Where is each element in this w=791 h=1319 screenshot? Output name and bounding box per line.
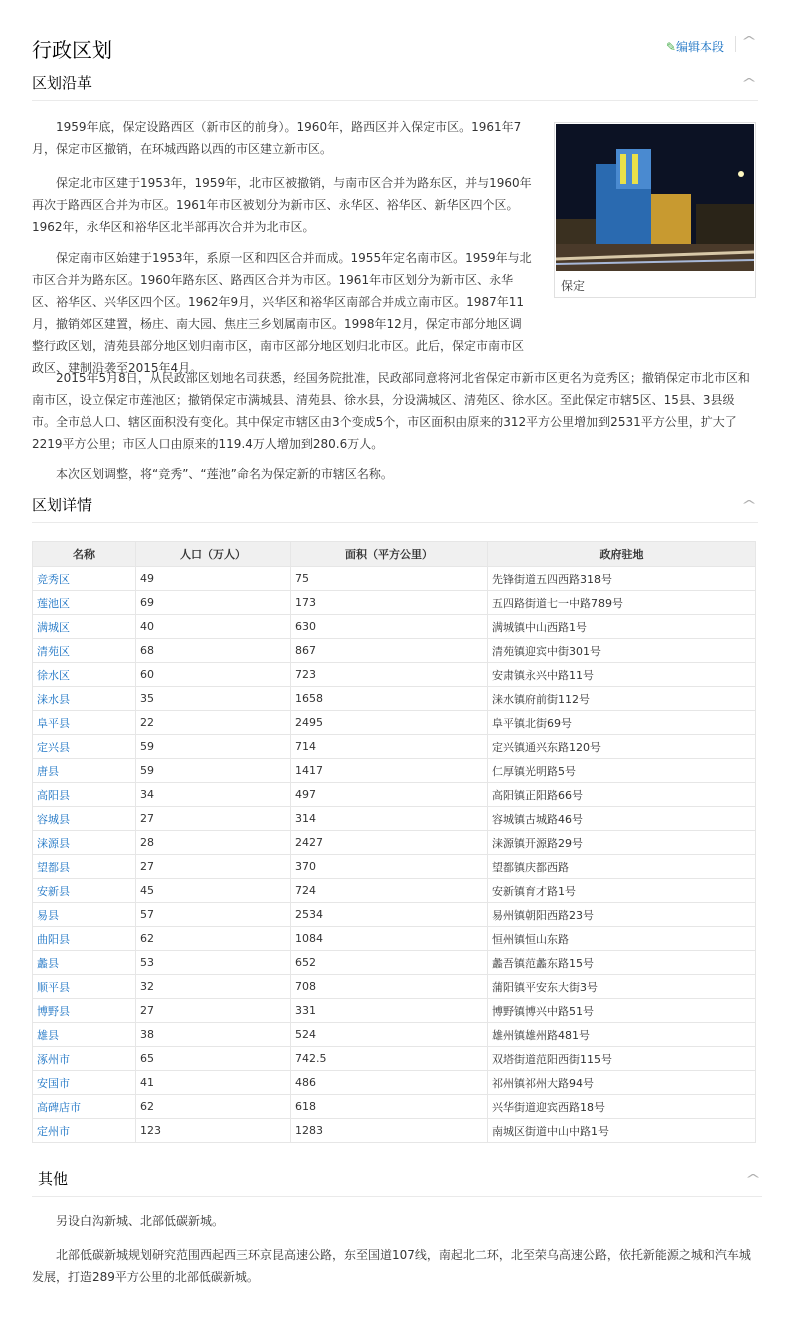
table-cell — [136, 1071, 291, 1095]
table-cell — [291, 639, 488, 663]
table-cell — [291, 1023, 488, 1047]
collapse-chevron-icon[interactable]: ^ — [740, 76, 758, 90]
section-heading-details — [32, 494, 758, 523]
table-cell — [136, 759, 291, 783]
table-cell — [136, 591, 291, 615]
district-name-link[interactable]: 安国市 — [37, 1076, 70, 1090]
population-cell: 45 — [140, 884, 154, 897]
table-row — [33, 735, 756, 759]
table-cell — [291, 711, 488, 735]
table-cell — [488, 783, 756, 807]
table-cell — [33, 711, 136, 735]
population-cell: 65 — [140, 1052, 154, 1065]
table-cell — [136, 663, 291, 687]
table-cell — [488, 927, 756, 951]
table-row — [33, 783, 756, 807]
table-row — [33, 999, 756, 1023]
table-cell — [488, 855, 756, 879]
government-seat-cell: 先锋街道五四西路318号 — [492, 572, 612, 586]
government-seat-cell: 安肃镇永兴中路11号 — [492, 668, 594, 682]
table-cell — [488, 1047, 756, 1071]
table-cell — [136, 855, 291, 879]
table-cell — [136, 1047, 291, 1071]
page-title: 行政区划 — [32, 38, 112, 62]
table-cell — [33, 1047, 136, 1071]
section-heading-history — [32, 72, 758, 101]
table-cell — [488, 1119, 756, 1143]
area-cell: 742.5 — [295, 1052, 327, 1065]
column-header: 人口（万人） — [136, 542, 291, 567]
table-cell — [488, 711, 756, 735]
population-cell: 41 — [140, 1076, 154, 1089]
table-cell — [488, 687, 756, 711]
table-row — [33, 1047, 756, 1071]
government-seat-cell: 兴华街道迎宾西路18号 — [492, 1100, 605, 1114]
table-row — [33, 663, 756, 687]
table-cell — [488, 879, 756, 903]
section-title: 区划沿革 — [32, 74, 93, 92]
history-paragraph: 保定南市区始建于1953年，系原一区和四区合并而成。1955年定名南市区。1959年与北市区合并为路东区。1960年路东区、路西区合并为市区。1961年市区划分为新市区、永华区、裕华区、兴华区四个区。1962年9月，兴华区和裕华区南部合并成立南市区。1987年11月，撤销郊区建置，杨庄、南大园、焦庄三乡划属南市区。1998年12月，保定市部分地区调整行政区划，清苑县部分地区划归南市区，南市区部分地区划归北市区。此后，保定市南市区政区、建制沿袭至2015年4月。 — [32, 251, 532, 375]
table-row — [33, 567, 756, 591]
population-cell: 27 — [140, 860, 154, 873]
table-cell — [291, 567, 488, 591]
table-header-row — [33, 542, 756, 567]
table-cell — [33, 663, 136, 687]
area-cell: 1084 — [295, 932, 323, 945]
table-cell — [291, 879, 488, 903]
district-name-link[interactable]: 容城县 — [37, 812, 70, 826]
district-name-link[interactable]: 满城区 — [37, 620, 70, 634]
government-seat-cell: 易州镇朝阳西路23号 — [492, 908, 594, 922]
district-name-link[interactable]: 定州市 — [37, 1124, 70, 1138]
government-seat-cell: 雄州镇雄州路481号 — [492, 1028, 590, 1042]
government-seat-cell: 清苑镇迎宾中街301号 — [492, 644, 601, 658]
table-row — [33, 591, 756, 615]
table-cell — [488, 807, 756, 831]
table-row — [33, 903, 756, 927]
table-cell — [291, 1071, 488, 1095]
table-cell — [291, 927, 488, 951]
population-cell: 27 — [140, 1004, 154, 1017]
table-row — [33, 807, 756, 831]
table-cell — [291, 1095, 488, 1119]
district-name-link[interactable]: 易县 — [37, 908, 59, 922]
government-seat-cell: 恒州镇恒山东路 — [492, 932, 569, 946]
table-cell — [488, 663, 756, 687]
table-cell — [291, 615, 488, 639]
table-cell — [488, 1095, 756, 1119]
district-name-link[interactable]: 望都县 — [37, 860, 70, 874]
table-cell — [136, 783, 291, 807]
government-seat-cell: 容城镇古城路46号 — [492, 812, 583, 826]
area-cell: 524 — [295, 1028, 316, 1041]
district-name-link[interactable]: 高碑店市 — [37, 1100, 81, 1114]
table-cell — [488, 639, 756, 663]
area-cell: 1417 — [295, 764, 323, 777]
table-row — [33, 879, 756, 903]
table-cell — [136, 879, 291, 903]
government-seat-cell: 涞源镇开源路29号 — [492, 836, 583, 850]
table-cell — [291, 903, 488, 927]
population-cell: 59 — [140, 740, 154, 753]
government-seat-cell: 阜平镇北街69号 — [492, 716, 572, 730]
table-cell — [33, 999, 136, 1023]
table-cell — [136, 1095, 291, 1119]
area-cell: 1658 — [295, 692, 323, 705]
government-seat-cell: 蒲阳镇平安东大街3号 — [492, 980, 598, 994]
population-cell: 34 — [140, 788, 154, 801]
table-cell — [33, 567, 136, 591]
government-seat-cell: 满城镇中山西路1号 — [492, 620, 587, 634]
government-seat-cell: 定兴镇通兴东路120号 — [492, 740, 601, 754]
government-seat-cell: 五四路街道七一中路789号 — [492, 596, 623, 610]
government-seat-cell: 望都镇庆都西路 — [492, 860, 569, 874]
area-cell: 497 — [295, 788, 316, 801]
table-cell — [33, 903, 136, 927]
area-cell: 630 — [295, 620, 316, 633]
table-cell — [291, 831, 488, 855]
population-cell: 60 — [140, 668, 154, 681]
area-cell: 714 — [295, 740, 316, 753]
table-row — [33, 1119, 756, 1143]
district-name-link[interactable]: 定兴县 — [37, 740, 70, 754]
table-cell — [291, 807, 488, 831]
table-row — [33, 951, 756, 975]
area-cell: 724 — [295, 884, 316, 897]
table-cell — [136, 999, 291, 1023]
section-title: 区划详情 — [32, 496, 93, 514]
table-cell — [33, 927, 136, 951]
population-cell: 68 — [140, 644, 154, 657]
table-cell — [291, 975, 488, 999]
district-name-link[interactable]: 博野县 — [37, 1004, 70, 1018]
table-cell — [33, 759, 136, 783]
table-cell — [33, 879, 136, 903]
table-cell — [488, 903, 756, 927]
district-name-link[interactable]: 唐县 — [37, 764, 59, 778]
table-cell — [291, 999, 488, 1023]
district-name-link[interactable]: 涞水县 — [37, 692, 70, 706]
population-cell: 32 — [140, 980, 154, 993]
history-paragraph: 本次区划调整，将“竞秀”、“莲池”命名为保定新的市辖区名称。 — [56, 467, 393, 481]
table-row — [33, 831, 756, 855]
table-cell — [33, 591, 136, 615]
table-cell — [488, 975, 756, 999]
table-cell — [488, 951, 756, 975]
table-cell — [33, 783, 136, 807]
table-cell — [291, 1119, 488, 1143]
table-cell — [33, 1023, 136, 1047]
area-cell: 618 — [295, 1100, 316, 1113]
population-cell: 69 — [140, 596, 154, 609]
area-cell: 2534 — [295, 908, 323, 921]
government-seat-cell: 蠡吾镇范蠡东路15号 — [492, 956, 594, 970]
table-row — [33, 687, 756, 711]
table-cell — [33, 639, 136, 663]
table-cell — [33, 615, 136, 639]
table-row — [33, 927, 756, 951]
district-name-link[interactable]: 清苑区 — [37, 644, 70, 658]
table-cell — [136, 951, 291, 975]
table-cell — [136, 711, 291, 735]
history-paragraph: 保定北市区建于1953年，1959年，北市区被撤销，与南市区合并为路东区，并与1960年再次于路西区合并为市区。1961年市区被划分为新市区、永华区、裕华区、新华区四个区。1962年，永华区和裕华区北半部再次合并为北市区。 — [32, 176, 532, 234]
area-cell: 2495 — [295, 716, 323, 729]
population-cell: 57 — [140, 908, 154, 921]
population-cell: 59 — [140, 764, 154, 777]
table-cell — [136, 831, 291, 855]
table-cell — [488, 999, 756, 1023]
column-header: 面积（平方公里） — [291, 542, 488, 567]
area-cell: 173 — [295, 596, 316, 609]
collapse-chevron-icon[interactable]: ^ — [740, 34, 758, 48]
history-paragraph: 2015年5月8日，从民政部区划地名司获悉，经国务院批准，民政部同意将河北省保定市新市区更名为竞秀区；撤销保定市北市区和南市区，设立保定市莲池区；撤销保定市满城县、清苑县、徐水县，分设满城区、清苑区、徐水区。至此保定市辖5区、15县、3县级市。全市总人口、辖区面积没有变化。其中保定市辖区由3个变成5个，市区面积由原来的312平方公里增加到2531平方公里，扩大了2219平方公里；市区人口由原来的119.4万人增加到280.6万人。 — [32, 371, 750, 451]
column-header: 政府驻地 — [488, 542, 756, 567]
area-cell: 652 — [295, 956, 316, 969]
table-cell — [136, 687, 291, 711]
government-seat-cell: 双塔街道范阳西街115号 — [492, 1052, 612, 1066]
government-seat-cell: 涞水镇府前街112号 — [492, 692, 590, 706]
population-cell: 40 — [140, 620, 154, 633]
table-cell — [33, 735, 136, 759]
table-cell — [136, 639, 291, 663]
table-row — [33, 1071, 756, 1095]
edit-label: 编辑本段 — [675, 40, 724, 54]
edit-section-button[interactable] — [666, 38, 724, 55]
population-cell: 53 — [140, 956, 154, 969]
section-heading-other — [32, 1168, 762, 1197]
government-seat-cell: 安新镇育才路1号 — [492, 884, 576, 898]
district-name-link[interactable]: 竞秀区 — [37, 572, 70, 586]
pencil-icon: ✎ — [665, 40, 676, 54]
district-name-link[interactable]: 安新县 — [37, 884, 70, 898]
table-row — [33, 615, 756, 639]
area-cell: 867 — [295, 644, 316, 657]
divider — [735, 36, 736, 52]
table-cell — [136, 807, 291, 831]
population-cell: 28 — [140, 836, 154, 849]
table-cell — [136, 615, 291, 639]
table-cell — [488, 591, 756, 615]
table-cell — [33, 1095, 136, 1119]
table-cell — [488, 759, 756, 783]
table-cell — [488, 615, 756, 639]
table-row — [33, 711, 756, 735]
table-cell — [136, 903, 291, 927]
district-name-link[interactable]: 高阳县 — [37, 788, 70, 802]
table-cell — [291, 855, 488, 879]
table-cell — [136, 1023, 291, 1047]
table-row — [33, 1023, 756, 1047]
district-table — [32, 541, 756, 1143]
column-header: 名称 — [33, 542, 136, 567]
table-cell — [33, 807, 136, 831]
government-seat-cell: 南城区街道中山中路1号 — [492, 1124, 609, 1138]
area-cell: 314 — [295, 812, 316, 825]
government-seat-cell: 仁厚镇光明路5号 — [492, 764, 576, 778]
district-name-link[interactable]: 蠡县 — [37, 956, 59, 970]
government-seat-cell: 博野镇博兴中路51号 — [492, 1004, 594, 1018]
table-cell — [33, 1071, 136, 1095]
table-cell — [488, 831, 756, 855]
table-cell — [291, 687, 488, 711]
area-cell: 2427 — [295, 836, 323, 849]
population-cell: 38 — [140, 1028, 154, 1041]
area-cell: 75 — [295, 572, 309, 585]
table-cell — [291, 663, 488, 687]
table-cell — [291, 591, 488, 615]
collapse-chevron-icon[interactable]: ^ — [740, 498, 758, 512]
table-cell — [136, 975, 291, 999]
population-cell: 27 — [140, 812, 154, 825]
table-cell — [291, 783, 488, 807]
section-title: 其他 — [38, 1170, 69, 1188]
area-cell: 370 — [295, 860, 316, 873]
district-name-link[interactable]: 徐水区 — [37, 668, 70, 682]
district-name-link[interactable]: 涿州市 — [37, 1052, 70, 1066]
population-cell: 62 — [140, 932, 154, 945]
photo-caption: 保定 — [561, 279, 586, 293]
table-cell — [291, 951, 488, 975]
table-cell — [291, 1047, 488, 1071]
area-cell: 708 — [295, 980, 316, 993]
table-cell — [136, 735, 291, 759]
district-name-link[interactable]: 曲阳县 — [37, 932, 70, 946]
table-cell — [488, 735, 756, 759]
table-cell — [488, 1023, 756, 1047]
table-row — [33, 639, 756, 663]
table-cell — [136, 567, 291, 591]
table-cell — [291, 759, 488, 783]
section-header — [32, 34, 758, 60]
city-night-image — [556, 124, 754, 271]
district-name-link[interactable]: 涞源县 — [37, 836, 70, 850]
table-cell — [136, 927, 291, 951]
table-cell — [33, 855, 136, 879]
population-cell: 62 — [140, 1100, 154, 1113]
area-cell: 486 — [295, 1076, 316, 1089]
district-name-link[interactable]: 阜平县 — [37, 716, 70, 730]
city-photo[interactable] — [554, 122, 756, 298]
area-cell: 331 — [295, 1004, 316, 1017]
government-seat-cell: 高阳镇正阳路66号 — [492, 788, 583, 802]
collapse-chevron-icon[interactable]: ^ — [744, 1172, 762, 1186]
table-cell — [33, 831, 136, 855]
table-cell — [488, 1071, 756, 1095]
table-row — [33, 855, 756, 879]
table-cell — [33, 951, 136, 975]
other-paragraph: 北部低碳新城规划研究范围西起西三环京昆高速公路，东至国道107线，南起北二环，北至荣乌高速公路，依托新能源之城和汽车城发展，打造289平方公里的北部低碳新城。 — [32, 1248, 751, 1284]
district-name-link[interactable]: 雄县 — [37, 1028, 59, 1042]
area-cell: 1283 — [295, 1124, 323, 1137]
table-cell — [33, 1119, 136, 1143]
government-seat-cell: 祁州镇祁州大路94号 — [492, 1076, 594, 1090]
area-cell: 723 — [295, 668, 316, 681]
district-name-link[interactable]: 顺平县 — [37, 980, 70, 994]
table-cell — [488, 567, 756, 591]
population-cell: 123 — [140, 1124, 161, 1137]
population-cell: 22 — [140, 716, 154, 729]
table-row — [33, 975, 756, 999]
population-cell: 49 — [140, 572, 154, 585]
table-cell — [291, 735, 488, 759]
table-cell — [33, 687, 136, 711]
population-cell: 35 — [140, 692, 154, 705]
table-cell — [33, 975, 136, 999]
district-name-link[interactable]: 莲池区 — [37, 596, 70, 610]
history-paragraph: 1959年底，保定设路西区（新市区的前身）。1960年，路西区并入保定市区。1961年7月，保定市区撤销，在环城西路以西的市区建立新市区。 — [32, 120, 522, 156]
other-paragraph: 另设白沟新城、北部低碳新城。 — [56, 1214, 225, 1228]
table-row — [33, 1095, 756, 1119]
table-row — [33, 759, 756, 783]
table-cell — [136, 1119, 291, 1143]
